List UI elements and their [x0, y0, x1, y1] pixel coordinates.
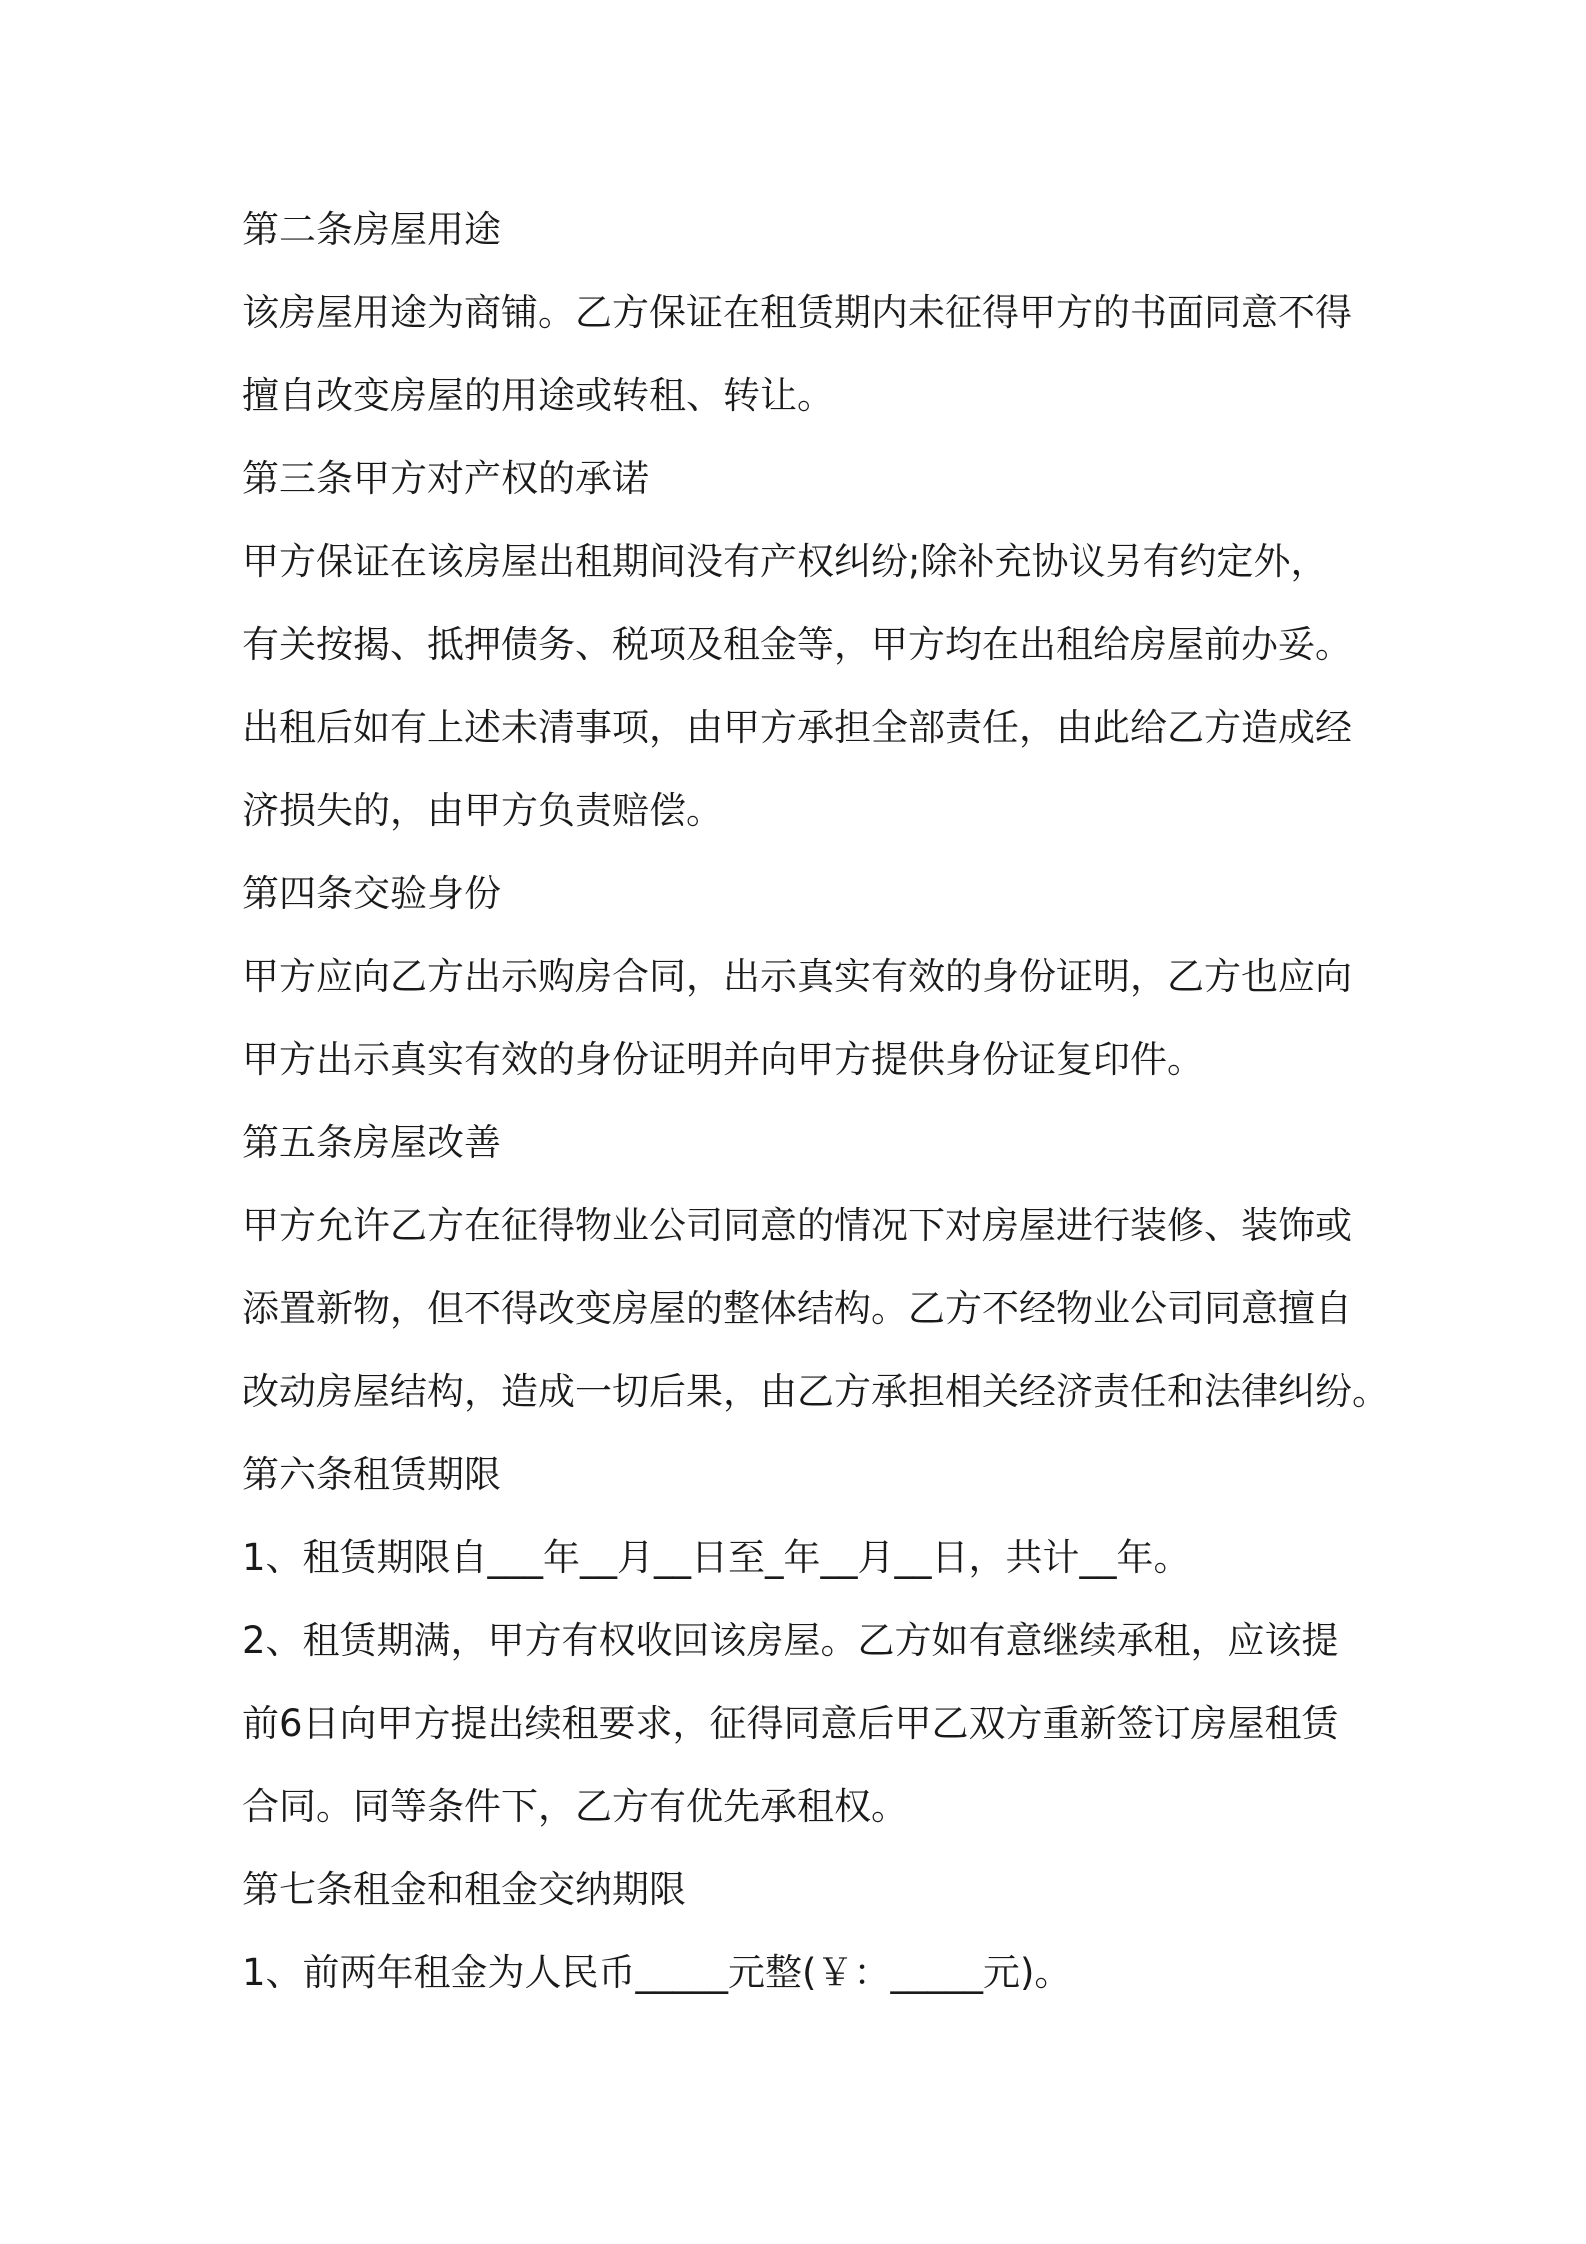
paragraph-line: 合同。同等条件下，乙方有优先承租权。: [242, 1785, 908, 1828]
clause-item: 1、前两年租金为人民币_____元整(￥：_____元)。: [242, 1951, 1072, 1994]
paragraph-line: 有关按揭、抵押债务、税项及租金等，甲方均在出租给房屋前办妥。: [242, 623, 1352, 666]
paragraph-line: 甲方应向乙方出示购房合同，出示真实有效的身份证明，乙方也应向: [242, 955, 1352, 998]
paragraph-line: 甲方出示真实有效的身份证明并向甲方提供身份证复印件。: [242, 1038, 1204, 1081]
paragraph-line: 甲方保证在该房屋出租期间没有产权纠纷;除补充协议另有约定外，: [242, 540, 1328, 583]
paragraph-line: 济损失的，由甲方负责赔偿。: [242, 789, 723, 832]
clause-item: 1、租赁期限自___年__月__日至_年__月__日，共计__年。: [242, 1536, 1191, 1579]
heading-article-7: 第七条租金和租金交纳期限: [242, 1868, 686, 1911]
heading-article-2: 第二条房屋用途: [242, 208, 501, 251]
paragraph-line: 出租后如有上述未清事项，由甲方承担全部责任，由此给乙方造成经: [242, 706, 1352, 749]
heading-article-4: 第四条交验身份: [242, 872, 501, 915]
contract-text: [242, 188, 1389, 2014]
paragraph-line: 甲方允许乙方在征得物业公司同意的情况下对房屋进行装修、装饰或: [242, 1204, 1352, 1247]
paragraph-line: 前6日向甲方提出续租要求，征得同意后甲乙双方重新签订房屋租赁: [242, 1702, 1339, 1745]
paragraph-line: 添置新物，但不得改变房屋的整体结构。乙方不经物业公司同意擅自: [242, 1287, 1352, 1330]
heading-article-6: 第六条租赁期限: [242, 1453, 501, 1496]
paragraph-line: 该房屋用途为商铺。乙方保证在租赁期内未征得甲方的书面同意不得: [242, 291, 1352, 334]
heading-article-5: 第五条房屋改善: [242, 1121, 501, 1164]
heading-article-3: 第三条甲方对产权的承诺: [242, 457, 649, 500]
paragraph-line: 改动房屋结构，造成一切后果，由乙方承担相关经济责任和法律纠纷。: [242, 1370, 1389, 1413]
clause-item: 2、租赁期满，甲方有权收回该房屋。乙方如有意继续承租，应该提: [242, 1619, 1339, 1662]
paragraph-line: 擅自改变房屋的用途或转租、转让。: [242, 374, 834, 417]
